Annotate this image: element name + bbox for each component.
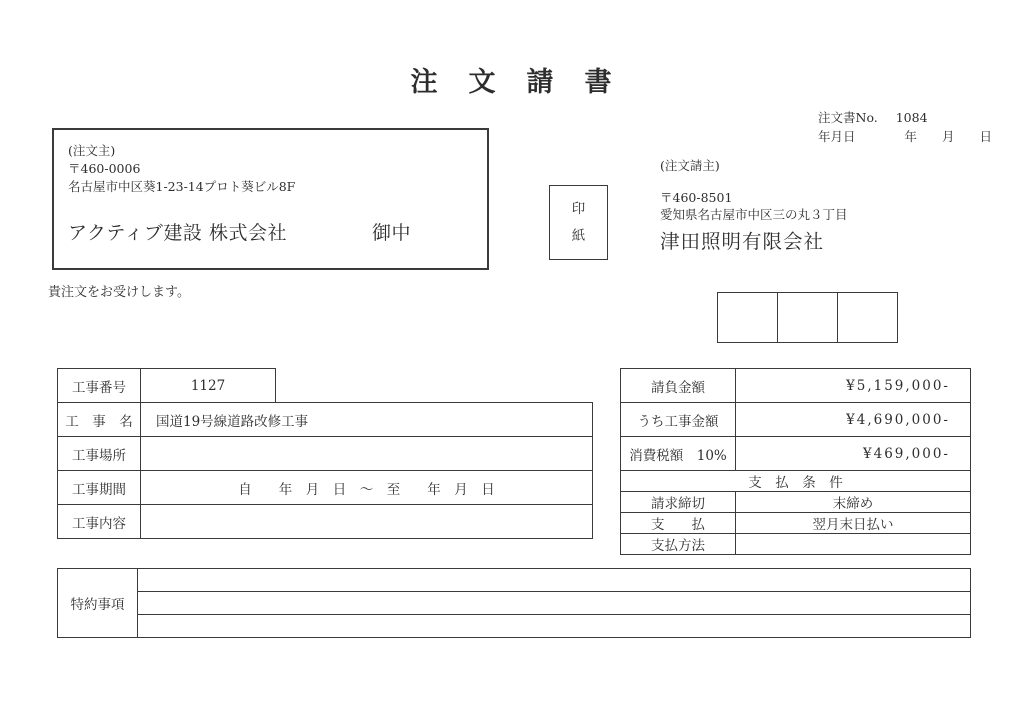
work-content-label: 工事内容 xyxy=(58,505,141,539)
seal-box-cell xyxy=(778,293,838,343)
orderer-address: 名古屋市中区葵1-23-14プロト葵ビル8F xyxy=(68,179,296,194)
table-row xyxy=(58,569,971,592)
special-terms-table xyxy=(57,568,971,638)
orderer-role-label: (注文主) xyxy=(68,143,116,158)
table-row xyxy=(58,505,593,539)
table-row xyxy=(621,513,971,534)
contractor-address: 愛知県名古屋市中区三の丸３丁目 xyxy=(660,207,848,222)
billing-cutoff-value: 末締め xyxy=(736,492,971,513)
contract-amount-label: 請負金額 xyxy=(621,369,736,403)
special-terms-row xyxy=(138,569,971,592)
orderer-company: アクティブ建設 株式会社 xyxy=(68,222,287,244)
work-name-value: 国道19号線道路改修工事 xyxy=(141,403,593,437)
date-value: 年 月 日 xyxy=(904,129,992,144)
table-row xyxy=(621,369,971,403)
seal-box-cell xyxy=(838,293,898,343)
special-terms-label: 特約事項 xyxy=(58,569,138,638)
contractor-block xyxy=(660,156,980,254)
consumption-tax-label: 消費税額 10% xyxy=(621,437,736,471)
contract-amount-value: ¥5,159,000- xyxy=(736,369,971,403)
construction-amount-value: ¥4,690,000- xyxy=(736,403,971,437)
orderer-honorific: 御中 xyxy=(371,222,411,244)
table-row xyxy=(58,437,593,471)
stamp-label-line2: 紙 xyxy=(571,227,586,244)
spacer-cell xyxy=(276,369,593,403)
orderer-box xyxy=(52,128,489,270)
revenue-stamp-box xyxy=(549,185,608,260)
page-title: 注 文 請 書 xyxy=(410,67,614,98)
table-row xyxy=(621,471,971,492)
seal-boxes xyxy=(717,292,898,343)
table-row xyxy=(58,369,593,403)
payment-terms-header: 支 払 条 件 xyxy=(621,471,971,492)
payment-value: 翌月末日払い xyxy=(736,513,971,534)
billing-cutoff-label: 請求締切 xyxy=(621,492,736,513)
contractor-company: 津田照明有限会社 xyxy=(660,230,825,253)
special-terms-row xyxy=(138,615,971,638)
acceptance-note: 貴注文をお受けします。 xyxy=(48,285,190,300)
work-name-label: 工 事 名 xyxy=(58,403,141,437)
amount-table xyxy=(620,368,971,555)
contractor-role-label: (注文請主) xyxy=(660,158,720,173)
table-row xyxy=(621,403,971,437)
construction-amount-label: うち工事金額 xyxy=(621,403,736,437)
consumption-tax-value: ¥469,000- xyxy=(736,437,971,471)
work-number-value: 1127 xyxy=(141,369,276,403)
work-period-label: 工事期間 xyxy=(58,471,141,505)
contractor-postal-code: 〒460-8501 xyxy=(660,190,733,205)
stamp-label-line1: 印 xyxy=(571,200,586,217)
work-number-label: 工事番号 xyxy=(58,369,141,403)
date-label: 年月日 xyxy=(818,129,856,144)
payment-method-value xyxy=(736,534,971,555)
table-row xyxy=(58,403,593,437)
work-period-value: 自 年 月 日 ～ 至 年 月 日 xyxy=(141,471,593,505)
payment-method-label: 支払方法 xyxy=(621,534,736,555)
special-terms-row xyxy=(138,592,971,615)
table-row xyxy=(621,492,971,513)
table-row xyxy=(58,592,971,615)
work-site-label: 工事場所 xyxy=(58,437,141,471)
orderer-postal-code: 〒460-0006 xyxy=(68,161,141,176)
header-meta xyxy=(818,108,992,146)
seal-box-cell xyxy=(718,293,778,343)
table-row xyxy=(621,534,971,555)
table-row xyxy=(58,471,593,505)
work-info-table xyxy=(57,368,593,539)
work-content-value xyxy=(141,505,593,539)
order-no-value: 1084 xyxy=(895,110,928,125)
payment-label: 支 払 xyxy=(621,513,736,534)
order-no-label: 注文書No. xyxy=(818,110,878,125)
table-row xyxy=(621,437,971,471)
work-site-value xyxy=(141,437,593,471)
table-row xyxy=(58,615,971,638)
